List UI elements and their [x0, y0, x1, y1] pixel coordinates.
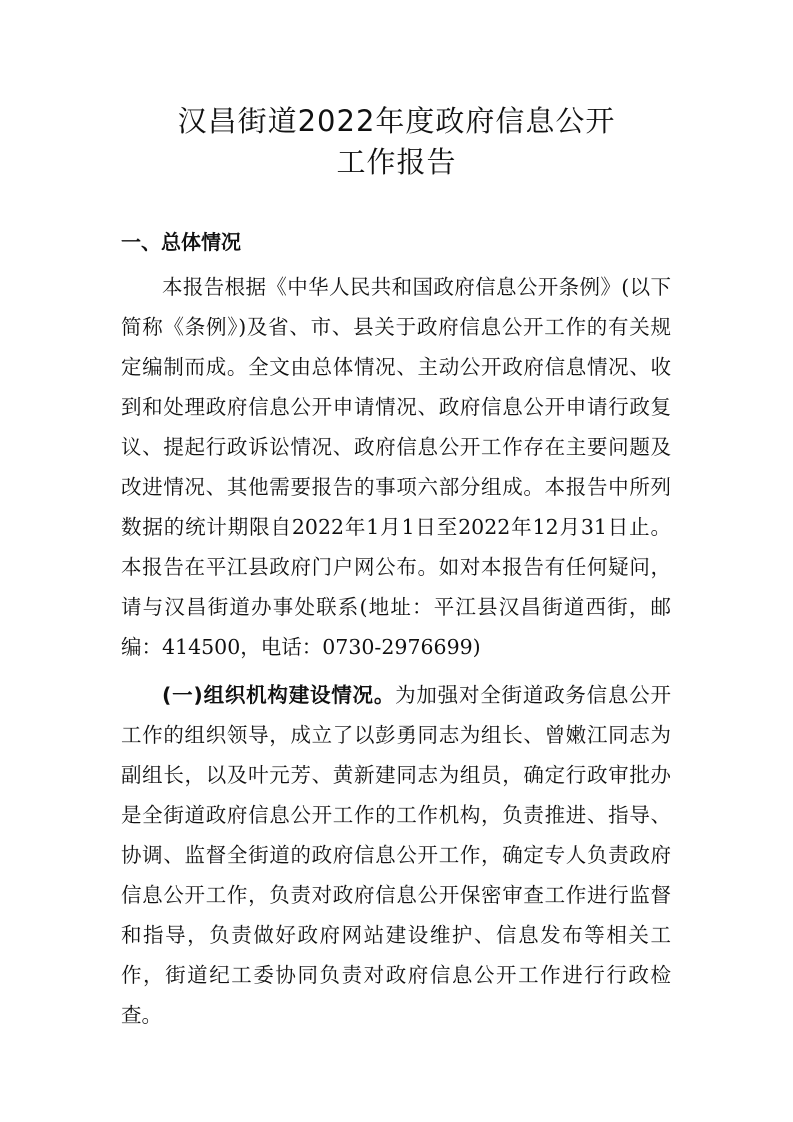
paragraph-organization-body: 为加强对全街道政务信息公开工作的组织领导，成立了以彭勇同志为组长、曾嫩江同志为副组长，以及叶元芳、黄新建同志为组员，确定行政审批办是全街道政府信息公开工作的工作机构，负责推进、指导、协调、监督全街道的政府信息公开工作，确定专人负责政府信息公开工作，负责对政府信息公开保密审查工作进行监督和指导，负责做好政府网站建设维护、信息发布等相关工作，街道纪工委协同负责对政府信息公开工作进行行政检查。 [121, 683, 671, 1027]
paragraph-organization [121, 675, 671, 1035]
document-title-line1: 汉昌街道2022年度政府信息公开 [177, 104, 616, 138]
paragraph-overview: 本报告根据《中华人民共和国政府信息公开条例》(以下简称《条例》)及省、市、县关于政府信息公开工作的有关规定编制而成。全文由总体情况、主动公开政府信息情况、收到和处理政府信息公开申请情况、政府信息公开申请行政复议、提起行政诉讼情况、政府信息公开工作存在主要问题及改进情况、其他需要报告的事项六部分组成。本报告中所列数据的统计期限自2022年1月1日至2022年12月31日止。本报告在平江县政府门户网公布。如对本报告有任何疑问，请与汉昌街道办事处联系(地址：平江县汉昌街道西街，邮编：414500，电话：0730-2976699) [121, 275, 671, 659]
section-heading-overview: 一、总体情况 [121, 230, 241, 254]
document-title-line2: 工作报告 [336, 145, 457, 179]
paragraph-organization-lead: (一)组织机构建设情况。 [162, 683, 396, 707]
